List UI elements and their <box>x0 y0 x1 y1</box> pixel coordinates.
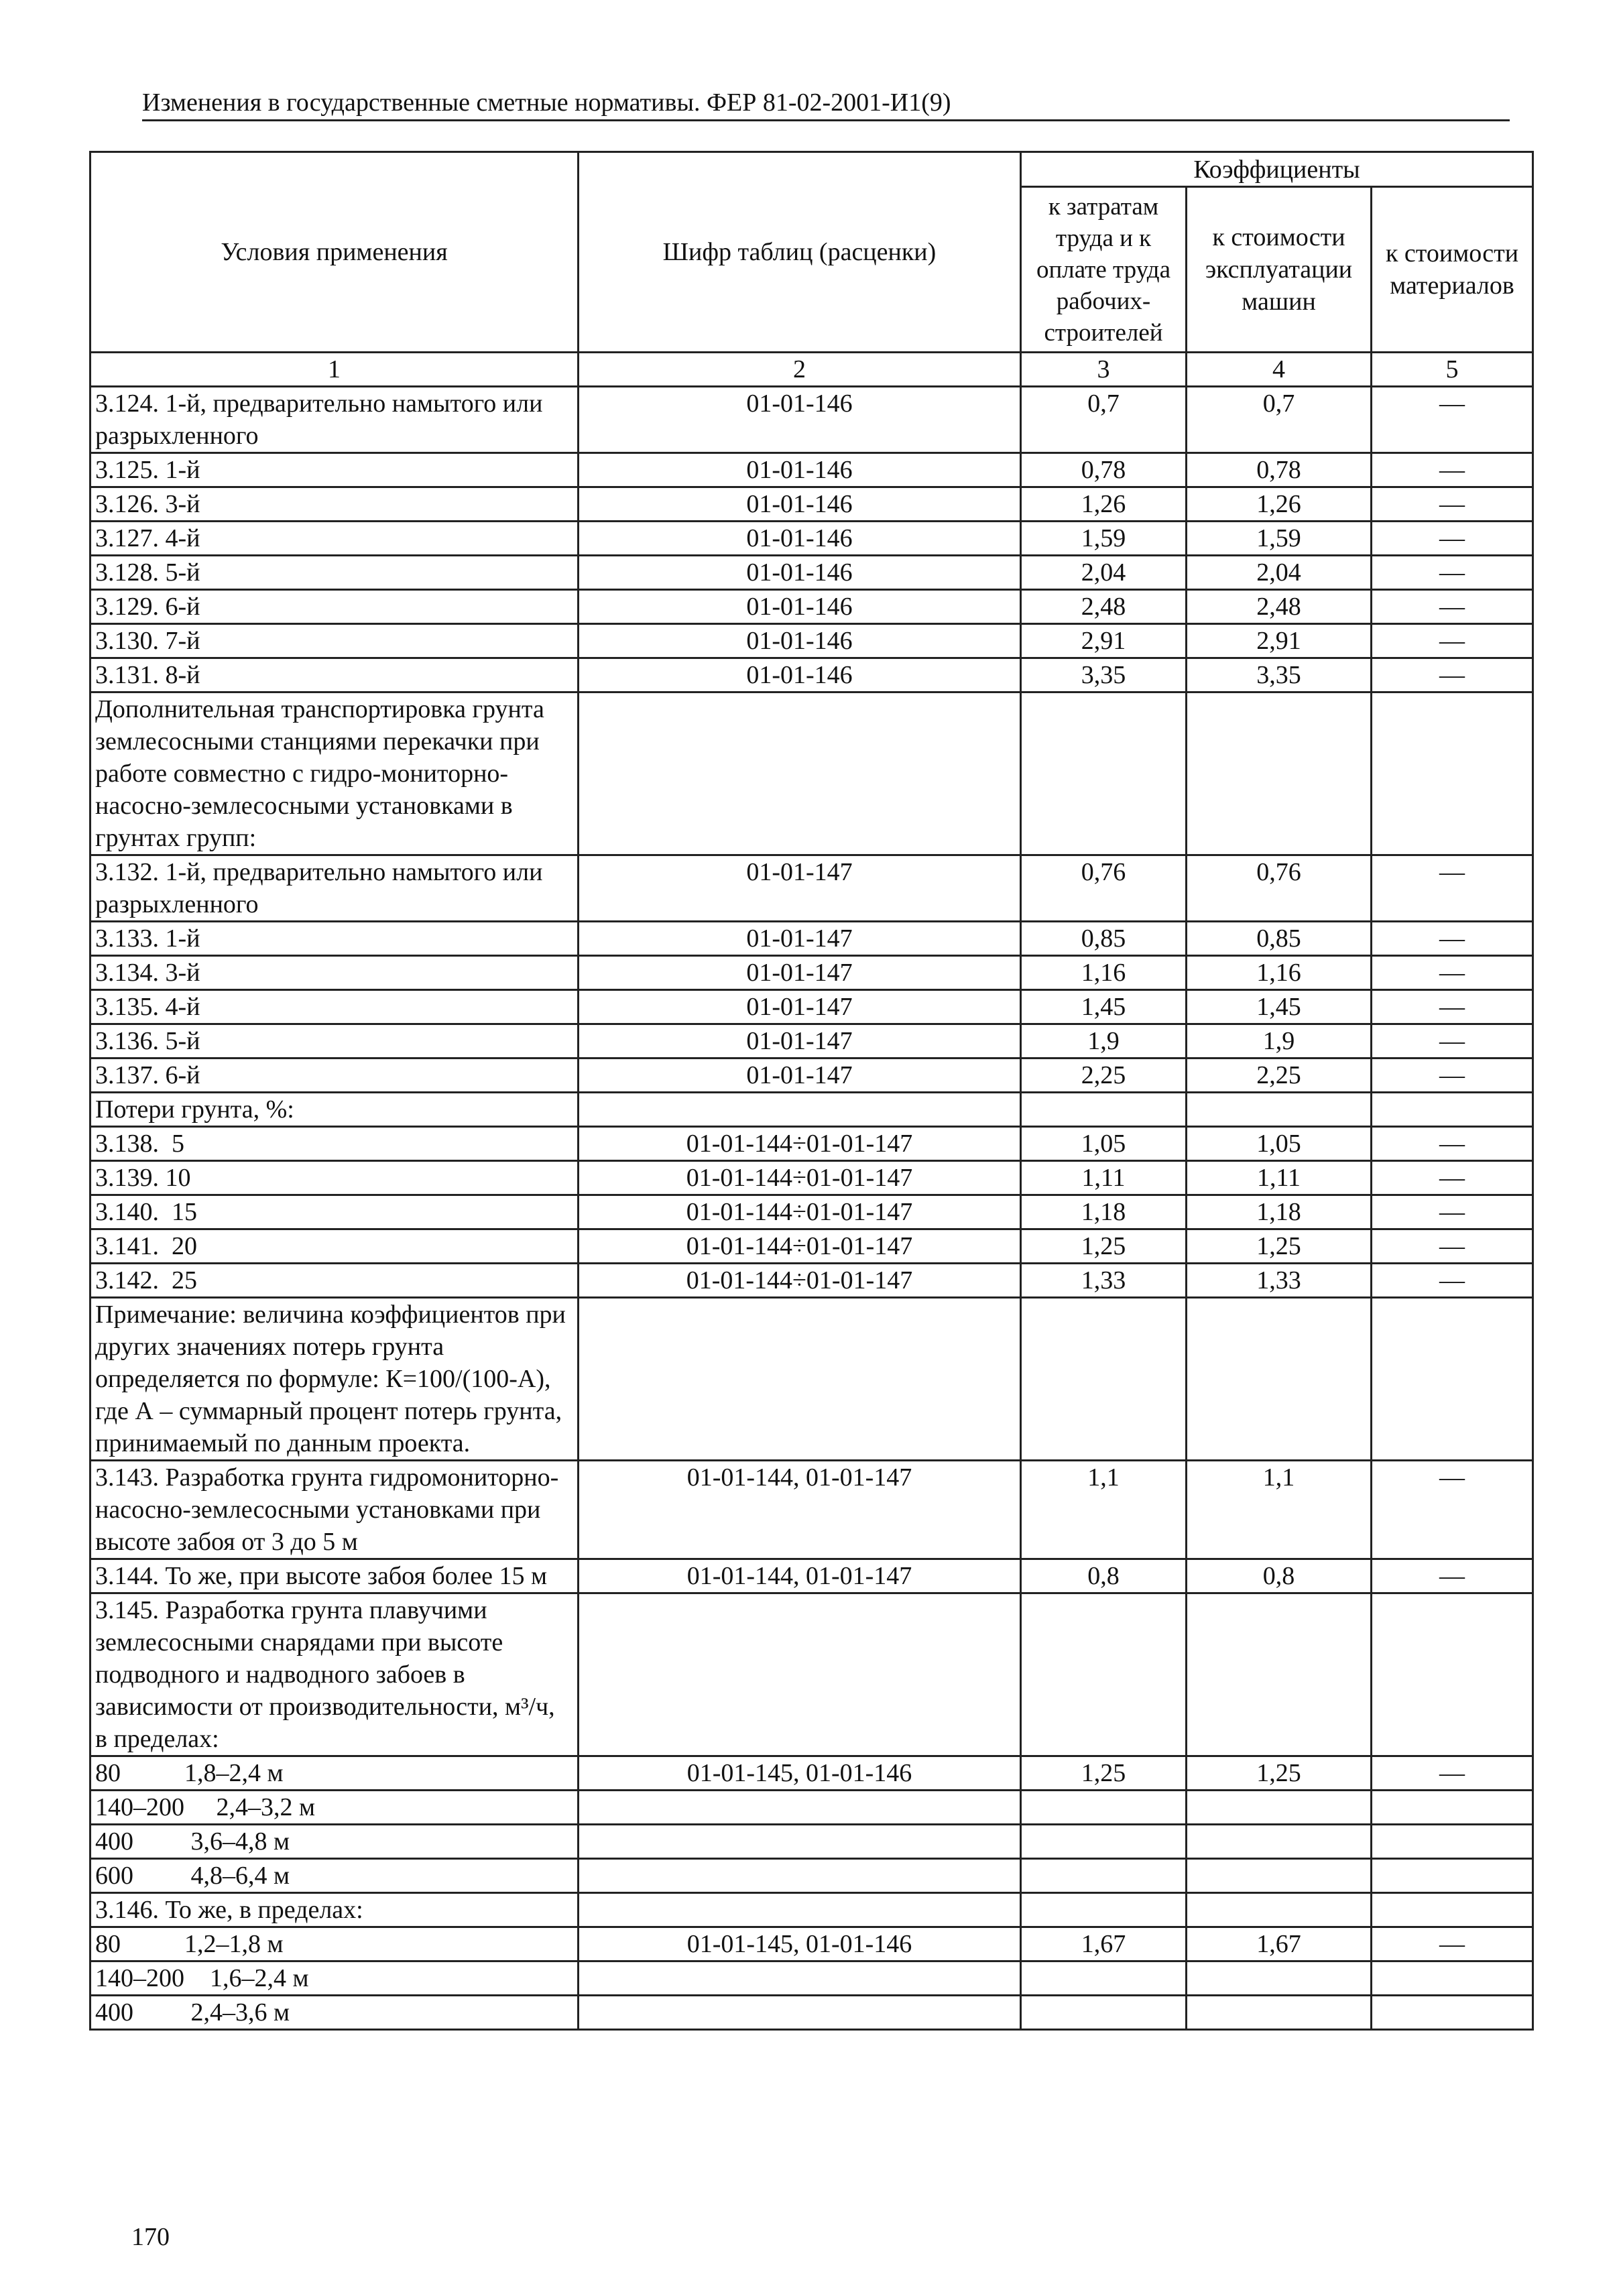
cell-labor-coefficient <box>1021 692 1187 855</box>
cell-labor-coefficient: 0,78 <box>1021 453 1187 487</box>
cell-conditions: 400 2,4–3,6 м <box>91 1996 579 2030</box>
table-row <box>91 1927 1533 1961</box>
cell-machines-coefficient <box>1187 1825 1372 1859</box>
cell-code: 01-01-147 <box>579 855 1021 922</box>
cell-labor-coefficient: 3,35 <box>1021 658 1187 692</box>
cell-conditions: 3.126. 3-й <box>91 487 579 522</box>
cell-code: 01-01-146 <box>579 556 1021 590</box>
col-header-conditions: Условия применения <box>91 152 579 353</box>
cell-code: 01-01-144, 01-01-147 <box>579 1461 1021 1559</box>
cell-code <box>579 1859 1021 1893</box>
table-row <box>91 1195 1533 1229</box>
cell-machines-coefficient <box>1187 1593 1372 1756</box>
cell-machines-coefficient: 0,85 <box>1187 922 1372 956</box>
table-row <box>91 990 1533 1024</box>
col-header-code: Шифр таблиц (расценки) <box>579 152 1021 353</box>
cell-code: 01-01-144÷01-01-147 <box>579 1195 1021 1229</box>
cell-code: 01-01-147 <box>579 1024 1021 1059</box>
table-row <box>91 1059 1533 1093</box>
col-header-coefficients: Коэффициенты <box>1021 152 1533 187</box>
page-header: Изменения в государственные сметные нормативы. ФЕР 81-02-2001-И1(9) <box>142 86 1510 121</box>
col-index-4: 4 <box>1187 353 1372 387</box>
cell-labor-coefficient <box>1021 1298 1187 1461</box>
cell-machines-coefficient: 0,76 <box>1187 855 1372 922</box>
cell-labor-coefficient: 2,25 <box>1021 1059 1187 1093</box>
col-header-machines: к стоимости эксплуатации машин <box>1187 187 1372 353</box>
cell-conditions: 3.125. 1-й <box>91 453 579 487</box>
cell-machines-coefficient: 1,16 <box>1187 956 1372 990</box>
cell-machines-coefficient: 0,8 <box>1187 1559 1372 1593</box>
col-header-materials: к стоимости материалов <box>1372 187 1533 353</box>
cell-machines-coefficient: 2,04 <box>1187 556 1372 590</box>
page-number: 170 <box>131 2223 170 2251</box>
cell-conditions: 3.138. 5 <box>91 1127 579 1161</box>
cell-labor-coefficient: 1,25 <box>1021 1229 1187 1264</box>
cell-machines-coefficient: 2,25 <box>1187 1059 1372 1093</box>
table-row <box>91 387 1533 453</box>
cell-code: 01-01-145, 01-01-146 <box>579 1756 1021 1791</box>
table-row <box>91 590 1533 624</box>
cell-machines-coefficient: 1,33 <box>1187 1264 1372 1298</box>
coefficients-table-container <box>89 151 1532 2031</box>
cell-materials-coefficient: — <box>1372 590 1533 624</box>
cell-materials-coefficient: — <box>1372 522 1533 556</box>
cell-materials-coefficient: — <box>1372 624 1533 658</box>
cell-code <box>579 692 1021 855</box>
cell-machines-coefficient <box>1187 1093 1372 1127</box>
cell-materials-coefficient: — <box>1372 1461 1533 1559</box>
table-row <box>91 1024 1533 1059</box>
cell-conditions: 3.140. 15 <box>91 1195 579 1229</box>
table-row <box>91 453 1533 487</box>
cell-labor-coefficient <box>1021 1791 1187 1825</box>
cell-materials-coefficient: — <box>1372 1756 1533 1791</box>
cell-conditions: 3.144. То же, при высоте забоя более 15 м <box>91 1559 579 1593</box>
cell-conditions: 3.134. 3-й <box>91 956 579 990</box>
cell-conditions: 3.131. 8-й <box>91 658 579 692</box>
table-row <box>91 1229 1533 1264</box>
cell-conditions: 3.130. 7-й <box>91 624 579 658</box>
cell-code <box>579 1893 1021 1927</box>
cell-code: 01-01-146 <box>579 387 1021 453</box>
cell-conditions: 3.132. 1-й, предварительно намытого или разрыхленного <box>91 855 579 922</box>
cell-code: 01-01-146 <box>579 658 1021 692</box>
cell-code: 01-01-144÷01-01-147 <box>579 1161 1021 1195</box>
cell-machines-coefficient: 3,35 <box>1187 658 1372 692</box>
table-row <box>91 1127 1533 1161</box>
col-index-3: 3 <box>1021 353 1187 387</box>
cell-materials-coefficient: — <box>1372 453 1533 487</box>
table-row <box>91 1559 1533 1593</box>
cell-machines-coefficient: 1,25 <box>1187 1229 1372 1264</box>
cell-labor-coefficient: 2,91 <box>1021 624 1187 658</box>
table-row <box>91 624 1533 658</box>
table-row <box>91 556 1533 590</box>
cell-materials-coefficient <box>1372 1893 1533 1927</box>
cell-machines-coefficient: 1,1 <box>1187 1461 1372 1559</box>
cell-labor-coefficient: 1,59 <box>1021 522 1187 556</box>
table-row <box>91 1893 1533 1927</box>
cell-labor-coefficient <box>1021 1893 1187 1927</box>
cell-code <box>579 1825 1021 1859</box>
cell-labor-coefficient: 0,85 <box>1021 922 1187 956</box>
cell-conditions: 3.133. 1-й <box>91 922 579 956</box>
cell-materials-coefficient: — <box>1372 1264 1533 1298</box>
cell-materials-coefficient: — <box>1372 1161 1533 1195</box>
table-row <box>91 1093 1533 1127</box>
cell-machines-coefficient <box>1187 1961 1372 1996</box>
cell-labor-coefficient: 1,18 <box>1021 1195 1187 1229</box>
cell-code: 01-01-147 <box>579 990 1021 1024</box>
cell-code <box>579 1996 1021 2030</box>
table-row <box>91 1756 1533 1791</box>
coefficients-table <box>89 151 1534 2031</box>
cell-conditions: 140–200 2,4–3,2 м <box>91 1791 579 1825</box>
cell-machines-coefficient: 1,59 <box>1187 522 1372 556</box>
cell-materials-coefficient: — <box>1372 556 1533 590</box>
cell-machines-coefficient: 1,25 <box>1187 1756 1372 1791</box>
cell-conditions: 140–200 1,6–2,4 м <box>91 1961 579 1996</box>
cell-conditions: 3.142. 25 <box>91 1264 579 1298</box>
cell-materials-coefficient: — <box>1372 956 1533 990</box>
cell-conditions: 600 4,8–6,4 м <box>91 1859 579 1893</box>
table-row <box>91 1593 1533 1756</box>
cell-conditions: 3.128. 5-й <box>91 556 579 590</box>
cell-materials-coefficient: — <box>1372 487 1533 522</box>
cell-materials-coefficient <box>1372 1859 1533 1893</box>
table-row <box>91 1825 1533 1859</box>
cell-labor-coefficient: 1,11 <box>1021 1161 1187 1195</box>
cell-conditions: 3.129. 6-й <box>91 590 579 624</box>
cell-machines-coefficient: 0,7 <box>1187 387 1372 453</box>
cell-machines-coefficient: 1,26 <box>1187 487 1372 522</box>
cell-materials-coefficient: — <box>1372 922 1533 956</box>
cell-machines-coefficient: 2,91 <box>1187 624 1372 658</box>
cell-conditions: 3.145. Разработка грунта плавучими землесосными снарядами при высоте подводного и надводного забоев в зависимости от производительности, м³/ч, в пределах: <box>91 1593 579 1756</box>
cell-materials-coefficient: — <box>1372 1559 1533 1593</box>
cell-machines-coefficient: 2,48 <box>1187 590 1372 624</box>
cell-materials-coefficient <box>1372 1825 1533 1859</box>
table-row <box>91 956 1533 990</box>
table-row <box>91 487 1533 522</box>
cell-materials-coefficient <box>1372 1298 1533 1461</box>
cell-conditions: 80 1,8–2,4 м <box>91 1756 579 1791</box>
cell-machines-coefficient <box>1187 1893 1372 1927</box>
cell-conditions: 400 3,6–4,8 м <box>91 1825 579 1859</box>
cell-conditions: 3.143. Разработка грунта гидромониторно-насосно-землесосными установками при высоте забоя от 3 до 5 м <box>91 1461 579 1559</box>
table-row <box>91 522 1533 556</box>
cell-code: 01-01-147 <box>579 922 1021 956</box>
table-row <box>91 658 1533 692</box>
cell-code: 01-01-146 <box>579 487 1021 522</box>
cell-code: 01-01-146 <box>579 624 1021 658</box>
cell-code: 01-01-144÷01-01-147 <box>579 1229 1021 1264</box>
cell-machines-coefficient: 1,05 <box>1187 1127 1372 1161</box>
cell-conditions: 3.135. 4-й <box>91 990 579 1024</box>
cell-code: 01-01-145, 01-01-146 <box>579 1927 1021 1961</box>
cell-code: 01-01-144, 01-01-147 <box>579 1559 1021 1593</box>
cell-labor-coefficient: 1,25 <box>1021 1756 1187 1791</box>
cell-labor-coefficient: 1,9 <box>1021 1024 1187 1059</box>
cell-labor-coefficient: 0,8 <box>1021 1559 1187 1593</box>
cell-labor-coefficient: 0,7 <box>1021 387 1187 453</box>
cell-machines-coefficient: 1,9 <box>1187 1024 1372 1059</box>
col-index-2: 2 <box>579 353 1021 387</box>
table-row <box>91 1161 1533 1195</box>
cell-code <box>579 1791 1021 1825</box>
cell-labor-coefficient <box>1021 1825 1187 1859</box>
cell-materials-coefficient <box>1372 1961 1533 1996</box>
cell-code: 01-01-147 <box>579 1059 1021 1093</box>
cell-labor-coefficient: 1,26 <box>1021 487 1187 522</box>
table-row <box>91 855 1533 922</box>
cell-labor-coefficient: 1,05 <box>1021 1127 1187 1161</box>
cell-machines-coefficient <box>1187 1298 1372 1461</box>
cell-labor-coefficient <box>1021 1859 1187 1893</box>
cell-conditions: 3.137. 6-й <box>91 1059 579 1093</box>
cell-materials-coefficient: — <box>1372 1927 1533 1961</box>
cell-conditions: 3.136. 5-й <box>91 1024 579 1059</box>
table-row <box>91 1264 1533 1298</box>
cell-machines-coefficient <box>1187 692 1372 855</box>
cell-code: 01-01-146 <box>579 453 1021 487</box>
cell-machines-coefficient <box>1187 1791 1372 1825</box>
table-row <box>91 1791 1533 1825</box>
cell-materials-coefficient: — <box>1372 1229 1533 1264</box>
cell-machines-coefficient: 1,67 <box>1187 1927 1372 1961</box>
cell-machines-coefficient <box>1187 1859 1372 1893</box>
cell-labor-coefficient: 1,1 <box>1021 1461 1187 1559</box>
cell-labor-coefficient <box>1021 1996 1187 2030</box>
table-row <box>91 1996 1533 2030</box>
cell-conditions: Потери грунта, %: <box>91 1093 579 1127</box>
cell-conditions: 3.146. То же, в пределах: <box>91 1893 579 1927</box>
cell-code: 01-01-144÷01-01-147 <box>579 1127 1021 1161</box>
cell-code: 01-01-146 <box>579 522 1021 556</box>
cell-conditions: 80 1,2–1,8 м <box>91 1927 579 1961</box>
cell-code: 01-01-147 <box>579 956 1021 990</box>
cell-code: 01-01-146 <box>579 590 1021 624</box>
cell-labor-coefficient <box>1021 1593 1187 1756</box>
cell-labor-coefficient: 2,04 <box>1021 556 1187 590</box>
cell-conditions: Дополнительная транспортировка грунта землесосными станциями перекачки при работе совместно с гидро-мониторно-насосно-землесосными установками в грунтах групп: <box>91 692 579 855</box>
cell-code <box>579 1093 1021 1127</box>
table-row <box>91 692 1533 855</box>
cell-labor-coefficient: 1,45 <box>1021 990 1187 1024</box>
cell-materials-coefficient <box>1372 692 1533 855</box>
cell-materials-coefficient: — <box>1372 1127 1533 1161</box>
cell-materials-coefficient: — <box>1372 990 1533 1024</box>
cell-materials-coefficient <box>1372 1791 1533 1825</box>
cell-conditions: 3.139. 10 <box>91 1161 579 1195</box>
cell-machines-coefficient: 1,18 <box>1187 1195 1372 1229</box>
col-index-1: 1 <box>91 353 579 387</box>
cell-materials-coefficient <box>1372 1996 1533 2030</box>
table-row <box>91 922 1533 956</box>
col-header-labor: к затратам труда и к оплате труда рабочих-строителей <box>1021 187 1187 353</box>
table-body <box>91 387 1533 2030</box>
table-row <box>91 1298 1533 1461</box>
cell-code <box>579 1593 1021 1756</box>
cell-code: 01-01-144÷01-01-147 <box>579 1264 1021 1298</box>
cell-materials-coefficient: — <box>1372 1195 1533 1229</box>
cell-materials-coefficient: — <box>1372 1024 1533 1059</box>
table-row <box>91 1461 1533 1559</box>
cell-machines-coefficient: 1,45 <box>1187 990 1372 1024</box>
cell-labor-coefficient <box>1021 1961 1187 1996</box>
cell-code <box>579 1298 1021 1461</box>
cell-materials-coefficient: — <box>1372 387 1533 453</box>
cell-machines-coefficient <box>1187 1996 1372 2030</box>
cell-machines-coefficient: 0,78 <box>1187 453 1372 487</box>
col-index-5: 5 <box>1372 353 1533 387</box>
cell-materials-coefficient: — <box>1372 855 1533 922</box>
cell-labor-coefficient: 0,76 <box>1021 855 1187 922</box>
cell-materials-coefficient: — <box>1372 658 1533 692</box>
cell-conditions: 3.141. 20 <box>91 1229 579 1264</box>
cell-labor-coefficient: 2,48 <box>1021 590 1187 624</box>
cell-conditions: Примечание: величина коэффициентов при других значениях потерь грунта определяется по формуле: К=100/(100-А), где А – суммарный процент потерь грунта, принимаемый по данным проекта. <box>91 1298 579 1461</box>
cell-conditions: 3.124. 1-й, предварительно намытого или разрыхленного <box>91 387 579 453</box>
cell-labor-coefficient <box>1021 1093 1187 1127</box>
cell-code <box>579 1961 1021 1996</box>
cell-materials-coefficient: — <box>1372 1059 1533 1093</box>
cell-labor-coefficient: 1,33 <box>1021 1264 1187 1298</box>
table-row <box>91 1859 1533 1893</box>
cell-labor-coefficient: 1,67 <box>1021 1927 1187 1961</box>
cell-conditions: 3.127. 4-й <box>91 522 579 556</box>
cell-labor-coefficient: 1,16 <box>1021 956 1187 990</box>
cell-machines-coefficient: 1,11 <box>1187 1161 1372 1195</box>
cell-materials-coefficient <box>1372 1593 1533 1756</box>
cell-materials-coefficient <box>1372 1093 1533 1127</box>
table-row <box>91 1961 1533 1996</box>
